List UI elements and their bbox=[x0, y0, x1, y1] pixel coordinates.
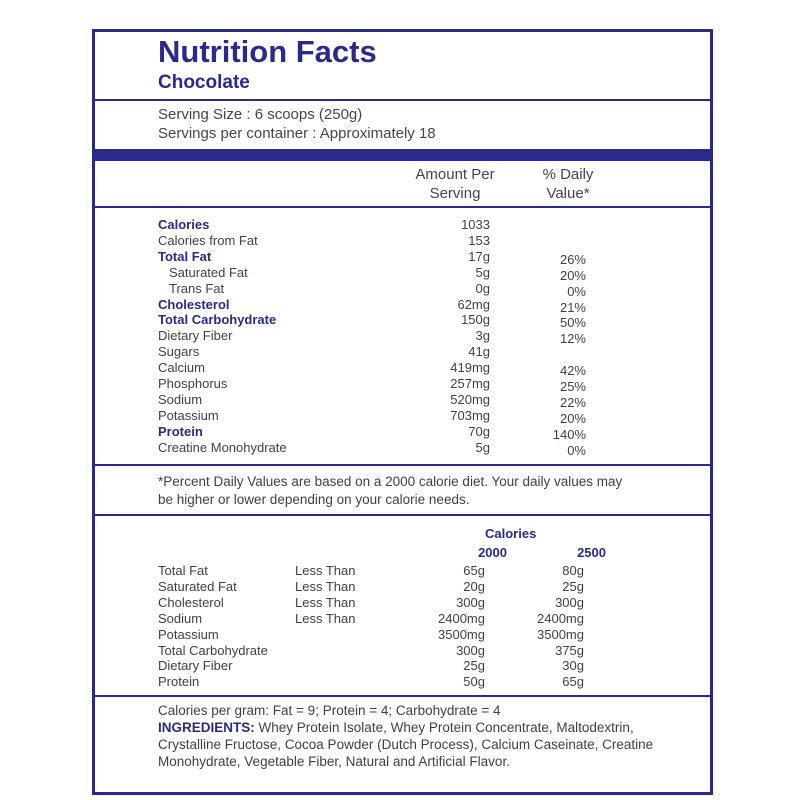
daily-value-footnote: *Percent Daily Values are based on a 2000 calorie diet. Your daily values may be higher or lower depending on your calorie needs. bbox=[158, 474, 623, 507]
serving-size: Serving Size : 6 scoops (250g) bbox=[158, 106, 363, 123]
nutrient-row bbox=[95, 265, 710, 281]
value-2500: 65g bbox=[562, 674, 584, 690]
nutrient-row bbox=[95, 312, 710, 331]
nutrient-amount: 62mg bbox=[457, 296, 490, 312]
nutrient-daily-value: 140% bbox=[552, 426, 586, 442]
value-2000: 300g bbox=[456, 594, 485, 610]
nutrient-name: Calcium bbox=[158, 360, 205, 376]
daily-limit: Less Than bbox=[295, 578, 356, 594]
nutrient-amount: 153 bbox=[468, 232, 490, 248]
nutrient-name: Potassium bbox=[158, 407, 219, 423]
nutrient-amount: 520mg bbox=[450, 391, 490, 407]
value-2000: 3500mg bbox=[438, 626, 485, 642]
nutrient-name: Sodium bbox=[158, 391, 203, 407]
value-2000: 300g bbox=[456, 642, 485, 658]
servings-per-container: Servings per container : Approximately 18 bbox=[158, 125, 436, 142]
daily-reference-row bbox=[95, 579, 710, 595]
daily-nutrient-name: Dietary Fiber bbox=[158, 658, 233, 674]
divider bbox=[95, 695, 710, 697]
nutrient-name: Calories bbox=[158, 217, 210, 232]
value-2500: 3500mg bbox=[537, 626, 584, 642]
nutrient-name: Total Carbohydrate bbox=[158, 312, 277, 328]
nutrient-row bbox=[95, 392, 710, 408]
nutrient-row bbox=[95, 376, 710, 392]
col-2500-header: 2500 bbox=[577, 545, 606, 560]
nutrient-name: Creatine Monohydrate bbox=[158, 439, 287, 455]
daily-limit: Less Than bbox=[295, 563, 356, 578]
daily-reference-row bbox=[95, 627, 710, 643]
nutrient-name: Sugars bbox=[158, 344, 200, 360]
nutrient-amount: 5g bbox=[475, 264, 490, 280]
col-2000-header: 2000 bbox=[478, 545, 507, 560]
nutrient-name: Total Fat bbox=[158, 248, 212, 264]
nutrient-row bbox=[95, 281, 710, 297]
divider bbox=[95, 206, 710, 208]
value-2000: 2400mg bbox=[438, 610, 485, 626]
calories-per-gram: Calories per gram: Fat = 9; Protein = 4; Carbohydrate = 4 bbox=[158, 703, 501, 718]
nutrient-amount: 703mg bbox=[450, 407, 490, 423]
nutrient-row bbox=[95, 249, 710, 265]
nutrient-amount: 1033 bbox=[461, 217, 490, 232]
nutrient-row bbox=[95, 217, 710, 233]
nutrient-row bbox=[95, 360, 710, 379]
value-2500: 80g bbox=[562, 563, 584, 578]
daily-reference-row bbox=[95, 674, 710, 690]
nutrient-row bbox=[95, 233, 710, 249]
value-2000: 20g bbox=[463, 578, 485, 594]
value-2000: 25g bbox=[463, 658, 485, 674]
daily-nutrient-name: Total Carbohydrate bbox=[158, 642, 268, 658]
nutrient-amount: 419mg bbox=[450, 360, 490, 376]
daily-value-header: % Daily Value* bbox=[542, 166, 594, 202]
daily-reference-row bbox=[95, 563, 710, 579]
nutrient-daily-value: 0% bbox=[567, 283, 586, 299]
nutrient-name: Protein bbox=[158, 423, 203, 439]
thick-divider bbox=[95, 149, 710, 161]
divider bbox=[95, 99, 710, 101]
nutrient-row bbox=[95, 408, 710, 424]
nutrient-name: Calories from Fat bbox=[158, 232, 258, 248]
daily-reference-row bbox=[95, 595, 710, 611]
nutrient-amount: 5g bbox=[475, 439, 490, 455]
divider bbox=[95, 464, 710, 466]
divider bbox=[95, 514, 710, 516]
nutrient-daily-value: 26% bbox=[559, 251, 586, 267]
nutrient-daily-value: 50% bbox=[559, 315, 586, 331]
daily-nutrient-name: Saturated Fat bbox=[158, 578, 237, 594]
value-2500: 300g bbox=[555, 594, 584, 610]
nutrient-daily-value: 0% bbox=[567, 442, 586, 458]
nutrition-label bbox=[92, 29, 713, 795]
daily-reference-row bbox=[95, 643, 710, 659]
ingredients-label: INGREDIENTS: bbox=[158, 720, 255, 735]
nutrient-daily-value: 42% bbox=[559, 363, 586, 379]
nutrient-amount: 41g bbox=[468, 344, 490, 360]
nutrient-daily-value: 12% bbox=[559, 331, 586, 347]
nutrient-amount: 3g bbox=[475, 328, 490, 344]
nutrient-amount: 257mg bbox=[450, 376, 490, 391]
nutrient-name: Dietary Fiber bbox=[158, 328, 233, 344]
daily-nutrient-name: Protein bbox=[158, 674, 200, 690]
value-2500: 375g bbox=[555, 642, 584, 658]
value-2000: 50g bbox=[463, 674, 485, 690]
nutrient-amount: 17g bbox=[468, 248, 490, 264]
label-title: Nutrition Facts bbox=[158, 34, 377, 69]
nutrient-daily-value: 22% bbox=[559, 394, 586, 410]
flavor-subtitle: Chocolate bbox=[158, 72, 250, 93]
daily-limit: Less Than bbox=[295, 610, 356, 626]
nutrient-row bbox=[95, 328, 710, 347]
daily-nutrient-name: Potassium bbox=[158, 626, 219, 642]
value-2500: 25g bbox=[562, 578, 584, 594]
nutrient-amount: 0g bbox=[475, 280, 490, 296]
ingredients-text: Whey Protein Isolate, Whey Protein Concentrate, Maltodextrin, Crystalline Fructose, Cocoa Powder (Dutch Process), Calcium Caseinate, Creatine Monohydrate, Vegetable Fiber, Natural and Artificial Flavor. bbox=[158, 720, 654, 769]
daily-reference-row bbox=[95, 658, 710, 674]
daily-nutrient-name: Total Fat bbox=[158, 563, 208, 578]
daily-limit: Less Than bbox=[295, 594, 356, 610]
daily-nutrient-name: Cholesterol bbox=[158, 594, 224, 610]
nutrient-daily-value: 20% bbox=[559, 410, 586, 426]
nutrient-daily-value: 25% bbox=[559, 379, 586, 394]
nutrient-daily-value: 20% bbox=[559, 267, 586, 283]
daily-nutrient-name: Sodium bbox=[158, 610, 203, 626]
nutrient-name: Trans Fat bbox=[169, 280, 225, 296]
ingredients-block bbox=[158, 702, 678, 770]
nutrient-name: Cholesterol bbox=[158, 296, 230, 312]
nutrient-amount: 150g bbox=[461, 312, 490, 328]
amount-per-serving-header: Amount Per Serving bbox=[415, 166, 495, 202]
nutrient-row bbox=[95, 344, 710, 360]
nutrient-name: Phosphorus bbox=[158, 376, 228, 391]
calories-column-label: Calories bbox=[485, 526, 537, 541]
nutrient-row bbox=[95, 424, 710, 440]
nutrient-row bbox=[95, 297, 710, 313]
value-2000: 65g bbox=[463, 563, 485, 578]
nutrient-daily-value: 21% bbox=[559, 299, 586, 315]
daily-reference-row bbox=[95, 611, 710, 627]
nutrient-row bbox=[95, 440, 710, 456]
value-2500: 2400mg bbox=[537, 610, 584, 626]
nutrient-name: Saturated Fat bbox=[169, 264, 248, 280]
nutrient-amount: 70g bbox=[468, 423, 490, 439]
value-2500: 30g bbox=[562, 658, 584, 674]
